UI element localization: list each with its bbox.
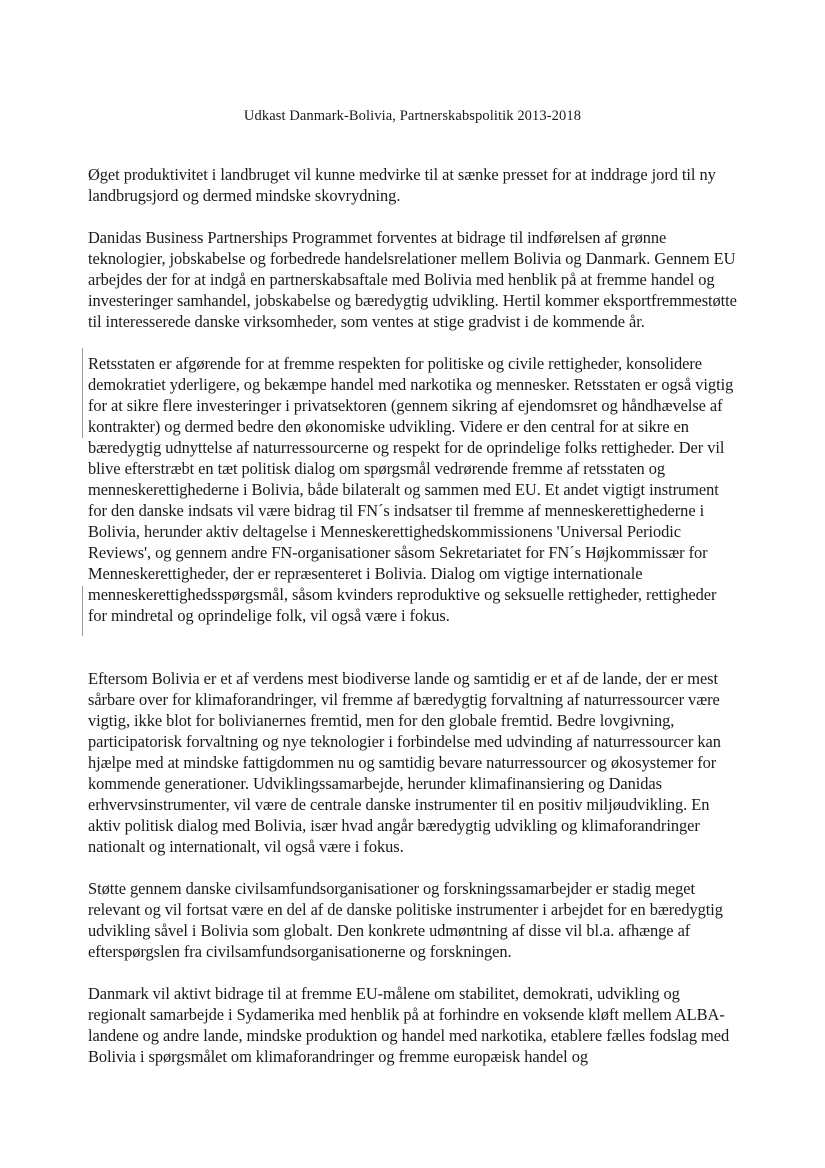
margin-mark	[82, 348, 83, 438]
paragraph-eu-goals: Danmark vil aktivt bidrage til at fremme EU-målene om stabilitet, demokrati, udvikling og regionalt samarbejde i Sydamerika med henblik på at forhindre en voksende kløft mellem ALBA-landene og andre lande, mindske produktion og handel med narkotika, etablere fælles fodslag med Bolivia i spørgsmålet om klimaforandringer og fremme europæisk handel og	[88, 984, 730, 1066]
page-header: Udkast Danmark-Bolivia, Partnerskabspolitik 2013-2018	[243, 108, 582, 124]
paragraph-business-partnerships: Danidas Business Partnerships Programmet forventes at bidrage til indførelsen af grønne teknologier, jobskabelse og forbedrede handelsrelationer mellem Bolivia og Danmark. Gennem EU arbejdes der for at indgå en partnerskabsaftale med Bolivia med henblik på at fremme handel og investeringer samhandel, jobskabelse og bæredygtig udvikling. Hertil kommer eksportfremmestøtte til interesserede danske virksomheder, som ventes at stige gradvist i de kommende år.	[88, 228, 737, 331]
paragraph-rule-of-law: Retsstaten er afgørende for at fremme respekten for politiske og civile rettigheder, konsolidere demokratiet yderligere, og bekæmpe handel med narkotika og mennesker. Retsstaten er også vigtig for at sikre flere investeringer i privatsektoren (gennem sikring af ejendomsret og håndhævelse af kontrakter) og dermed bedre den økonomiske udvikling. Videre er den central for at sikre en bæredygtig udnyttelse af naturressourcerne og respekt for de oprindelige folks rettigheder. Der vil blive efterstræbt en tæt politisk dialog om spørgsmål vedrørende fremme af retsstaten og menneskerettighederne i Bolivia, både bilateralt og sammen med EU. Et andet vigtigt instrument for den danske indsats vil være bidrag til FN´s indsatser til fremme af menneskerettighederne i Bolivia, herunder aktiv deltagelse i Menneskerettighedskommissionens 'Universal Periodic Reviews', og gennem andre FN-organisationer såsom Sekretariatet for FN´s Højkommissær for Menneskerettigheder, der er repræsenteret i Bolivia. Dialog om vigtige internationale menneskerettighedsspørgsmål, såsom kvinders reproduktive og seksuelle rettigheder, rettigheder for mindretal og oprindelige folk, vil også være i fokus.	[88, 354, 734, 625]
margin-mark	[82, 586, 83, 636]
document-body	[88, 164, 738, 1088]
paragraph-agriculture: Øget produktivitet i landbruget vil kunne medvirke til at sænke presset for at inddrage jord til ny landbrugsjord og dermed mindske skovrydning.	[88, 165, 716, 205]
paragraph-civil-society: Støtte gennem danske civilsamfundsorganisationer og forskningssamarbejder er stadig meget relevant og vil fortsat være en del af de danske politiske instrumenter i arbejdet for en bæredygtig udvikling såvel i Bolivia som globalt. Den konkrete udmøntning af disse vil bl.a. afhænge af efterspørgslen fra civilsamfundsorganisationerne og forskningen.	[88, 879, 723, 961]
paragraph-biodiversity: Eftersom Bolivia er et af verdens mest biodiverse lande og samtidig er et af de lande, der er mest sårbare over for klimaforandringer, vil fremme af bæredygtig forvaltning af naturressourcer være vigtig, ikke blot for bolivianernes fremtid, men for den globale fremtid. Bedre lovgivning, participatorisk forvaltning og nye teknologier i forbindelse med udvinding af naturressourcer kan hjælpe med at mindske fattigdommen nu og samtidig bevare naturressourcer og økosystemer for kommende generationer. Udviklingssamarbejde, herunder klimafinansiering og Danidas erhvervsinstrumenter, vil være de centrale danske instrumenter til en positiv miljøudvikling. En aktiv politisk dialog med Bolivia, især hvad angår bæredygtig udvikling og klimaforandringer nationalt og internationalt, vil også være i fokus.	[88, 669, 721, 856]
